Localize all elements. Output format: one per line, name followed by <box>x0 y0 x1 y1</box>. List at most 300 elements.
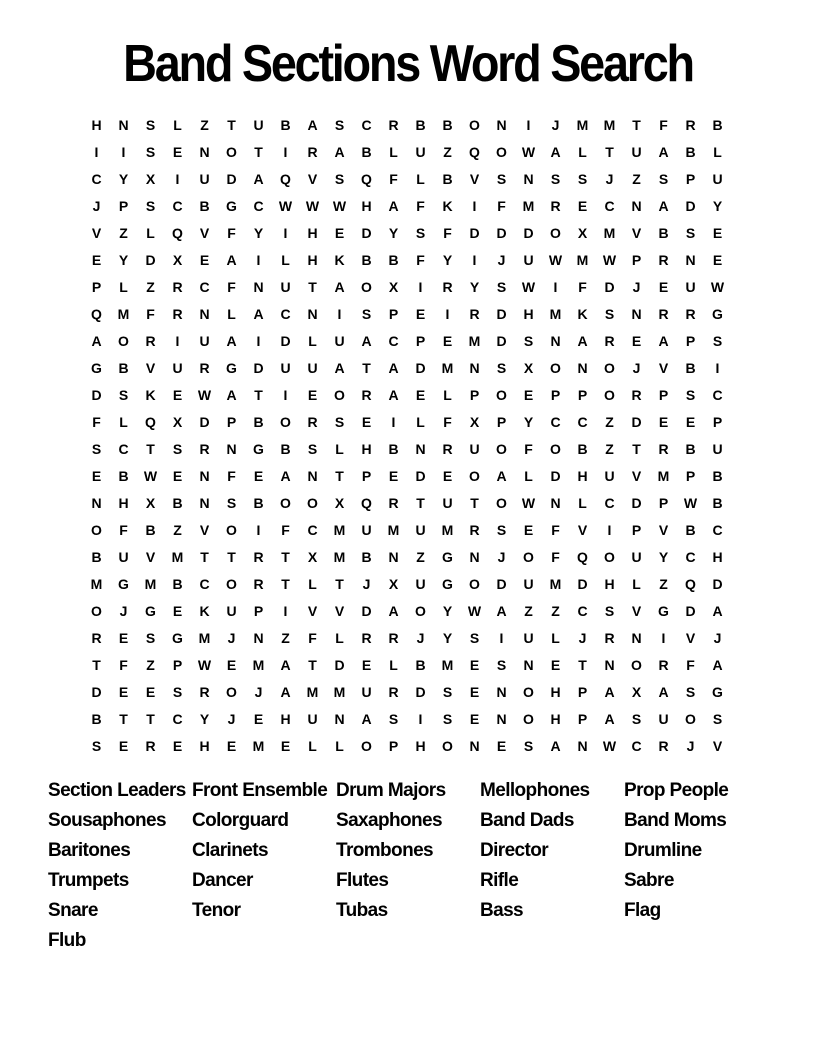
grid-letter[interactable]: J <box>119 602 128 619</box>
grid-letter[interactable]: E <box>469 710 480 727</box>
grid-letter[interactable]: Y <box>199 710 210 727</box>
grid-letter[interactable]: E <box>253 467 264 484</box>
grid-letter[interactable]: Q <box>577 548 588 565</box>
grid-letter[interactable]: S <box>415 224 426 241</box>
grid-letter[interactable]: X <box>577 224 588 241</box>
grid-letter[interactable]: F <box>416 251 425 268</box>
grid-letter[interactable]: O <box>280 494 291 511</box>
grid-letter[interactable]: S <box>712 332 723 349</box>
grid-letter[interactable]: Y <box>442 251 453 268</box>
grid-letter[interactable]: P <box>658 494 669 511</box>
grid-letter[interactable]: U <box>631 548 642 565</box>
grid-letter[interactable]: U <box>415 575 426 592</box>
grid-letter[interactable]: C <box>604 494 615 511</box>
grid-letter[interactable]: R <box>604 332 615 349</box>
grid-letter[interactable]: O <box>118 332 129 349</box>
grid-letter[interactable]: B <box>712 116 723 133</box>
grid-letter[interactable]: L <box>308 737 317 754</box>
grid-letter[interactable]: Z <box>551 602 560 619</box>
grid-letter[interactable]: A <box>91 332 102 349</box>
grid-letter[interactable]: T <box>308 278 317 295</box>
grid-letter[interactable]: E <box>280 737 291 754</box>
grid-letter[interactable]: P <box>118 197 129 214</box>
grid-letter[interactable]: N <box>199 494 210 511</box>
grid-letter[interactable]: G <box>712 683 723 700</box>
grid-letter[interactable]: J <box>686 737 695 754</box>
grid-letter[interactable]: A <box>577 332 588 349</box>
grid-letter[interactable]: S <box>712 710 723 727</box>
grid-letter[interactable]: U <box>712 170 723 187</box>
grid-letter[interactable]: X <box>307 548 318 565</box>
grid-letter[interactable]: T <box>92 656 101 673</box>
grid-letter[interactable]: L <box>119 413 128 430</box>
grid-letter[interactable]: P <box>631 251 642 268</box>
grid-letter[interactable]: I <box>445 305 450 322</box>
grid-letter[interactable]: P <box>685 467 696 484</box>
grid-letter[interactable]: D <box>496 575 507 592</box>
grid-letter[interactable]: G <box>442 548 453 565</box>
grid-letter[interactable]: S <box>226 494 237 511</box>
grid-letter[interactable]: V <box>685 629 696 646</box>
grid-letter[interactable]: C <box>577 413 588 430</box>
grid-letter[interactable]: U <box>604 467 615 484</box>
grid-letter[interactable]: P <box>253 602 264 619</box>
grid-letter[interactable]: T <box>254 143 263 160</box>
grid-letter[interactable]: H <box>415 737 426 754</box>
grid-letter[interactable]: L <box>578 494 587 511</box>
grid-letter[interactable]: O <box>550 224 561 241</box>
grid-letter[interactable]: E <box>469 656 480 673</box>
grid-letter[interactable]: T <box>335 575 344 592</box>
grid-letter[interactable]: H <box>361 197 372 214</box>
grid-letter[interactable]: D <box>496 305 507 322</box>
grid-letter[interactable]: F <box>551 521 560 538</box>
grid-letter[interactable]: C <box>631 737 642 754</box>
grid-letter[interactable]: E <box>658 278 669 295</box>
grid-letter[interactable]: B <box>685 143 696 160</box>
grid-letter[interactable]: P <box>388 305 399 322</box>
grid-letter[interactable]: D <box>712 575 723 592</box>
grid-letter[interactable]: R <box>550 197 561 214</box>
grid-letter[interactable]: O <box>604 548 615 565</box>
grid-letter[interactable]: T <box>227 548 236 565</box>
grid-letter[interactable]: V <box>307 602 318 619</box>
grid-letter[interactable]: G <box>658 602 669 619</box>
grid-letter[interactable]: U <box>199 332 210 349</box>
grid-letter[interactable]: R <box>361 629 372 646</box>
grid-letter[interactable]: H <box>712 548 723 565</box>
grid-letter[interactable]: A <box>550 143 561 160</box>
grid-letter[interactable]: T <box>470 494 479 511</box>
grid-letter[interactable]: U <box>280 278 291 295</box>
grid-letter[interactable]: E <box>415 305 426 322</box>
grid-letter[interactable]: Y <box>442 602 453 619</box>
grid-letter[interactable]: A <box>307 116 318 133</box>
grid-letter[interactable]: V <box>712 737 723 754</box>
grid-letter[interactable]: T <box>335 467 344 484</box>
grid-letter[interactable]: Z <box>173 521 182 538</box>
grid-letter[interactable]: U <box>442 494 453 511</box>
grid-letter[interactable]: E <box>199 251 210 268</box>
grid-letter[interactable]: B <box>658 224 669 241</box>
grid-letter[interactable]: X <box>145 170 156 187</box>
grid-letter[interactable]: F <box>119 656 128 673</box>
grid-letter[interactable]: O <box>442 737 453 754</box>
grid-letter[interactable]: O <box>226 143 237 160</box>
grid-letter[interactable]: S <box>145 629 156 646</box>
grid-letter[interactable]: C <box>577 602 588 619</box>
grid-letter[interactable]: M <box>549 305 562 322</box>
grid-letter[interactable]: A <box>388 602 399 619</box>
grid-letter[interactable]: A <box>550 737 561 754</box>
grid-letter[interactable]: A <box>226 332 237 349</box>
grid-letter[interactable]: B <box>685 521 696 538</box>
grid-letter[interactable]: T <box>416 494 425 511</box>
grid-letter[interactable]: U <box>172 359 183 376</box>
grid-letter[interactable]: E <box>685 413 696 430</box>
grid-letter[interactable]: M <box>441 521 454 538</box>
grid-letter[interactable]: R <box>388 116 399 133</box>
grid-letter[interactable]: U <box>118 548 129 565</box>
grid-letter[interactable]: B <box>388 440 399 457</box>
grid-letter[interactable]: D <box>280 332 291 349</box>
grid-letter[interactable]: O <box>550 440 561 457</box>
grid-letter[interactable]: M <box>306 683 319 700</box>
grid-letter[interactable]: S <box>91 440 102 457</box>
grid-letter[interactable]: E <box>172 143 183 160</box>
grid-letter[interactable]: R <box>658 251 669 268</box>
grid-letter[interactable]: S <box>523 737 534 754</box>
grid-letter[interactable]: U <box>523 629 534 646</box>
grid-letter[interactable]: F <box>443 413 452 430</box>
grid-letter[interactable]: M <box>576 251 589 268</box>
grid-letter[interactable]: N <box>199 467 210 484</box>
grid-letter[interactable]: W <box>548 251 563 268</box>
grid-letter[interactable]: N <box>631 305 642 322</box>
grid-letter[interactable]: A <box>388 197 399 214</box>
grid-letter[interactable]: H <box>91 116 102 133</box>
grid-letter[interactable]: E <box>172 737 183 754</box>
grid-letter[interactable]: U <box>523 575 534 592</box>
grid-letter[interactable]: P <box>226 413 237 430</box>
grid-letter[interactable]: L <box>335 440 344 457</box>
grid-letter[interactable]: S <box>172 683 183 700</box>
grid-letter[interactable]: M <box>603 116 616 133</box>
grid-letter[interactable]: R <box>442 278 453 295</box>
grid-letter[interactable]: R <box>388 683 399 700</box>
grid-letter[interactable]: B <box>172 494 183 511</box>
grid-letter[interactable]: I <box>607 521 612 538</box>
grid-letter[interactable]: A <box>658 143 669 160</box>
grid-letter[interactable]: R <box>388 494 399 511</box>
grid-letter[interactable]: C <box>685 548 696 565</box>
grid-letter[interactable]: E <box>631 332 642 349</box>
grid-letter[interactable]: P <box>712 413 723 430</box>
grid-letter[interactable]: S <box>658 170 669 187</box>
grid-letter[interactable]: E <box>523 386 534 403</box>
grid-letter[interactable]: O <box>496 440 507 457</box>
grid-letter[interactable]: N <box>469 548 480 565</box>
grid-letter[interactable]: U <box>199 170 210 187</box>
grid-letter[interactable]: S <box>550 170 561 187</box>
grid-letter[interactable]: D <box>226 170 237 187</box>
grid-letter[interactable]: B <box>118 359 129 376</box>
grid-letter[interactable]: R <box>685 116 696 133</box>
grid-letter[interactable]: E <box>712 251 723 268</box>
grid-letter[interactable]: A <box>658 332 669 349</box>
grid-letter[interactable]: B <box>172 575 183 592</box>
grid-letter[interactable]: V <box>334 602 345 619</box>
grid-letter[interactable]: F <box>497 197 506 214</box>
grid-letter[interactable]: T <box>254 386 263 403</box>
grid-letter[interactable]: A <box>334 278 345 295</box>
grid-letter[interactable]: S <box>496 521 507 538</box>
grid-letter[interactable]: E <box>172 467 183 484</box>
grid-letter[interactable]: W <box>197 656 212 673</box>
grid-letter[interactable]: B <box>280 116 291 133</box>
grid-letter[interactable]: E <box>91 251 102 268</box>
grid-letter[interactable]: L <box>146 224 155 241</box>
grid-letter[interactable]: N <box>307 305 318 322</box>
grid-letter[interactable]: J <box>497 548 506 565</box>
grid-letter[interactable]: E <box>361 413 372 430</box>
grid-letter[interactable]: J <box>254 683 263 700</box>
grid-letter[interactable]: K <box>577 305 588 322</box>
grid-letter[interactable]: F <box>524 440 533 457</box>
grid-letter[interactable]: X <box>145 494 156 511</box>
grid-letter[interactable]: T <box>200 548 209 565</box>
grid-letter[interactable]: I <box>175 170 180 187</box>
grid-letter[interactable]: T <box>119 710 128 727</box>
grid-letter[interactable]: A <box>226 251 237 268</box>
grid-letter[interactable]: J <box>497 251 506 268</box>
grid-letter[interactable]: I <box>283 602 288 619</box>
grid-letter[interactable]: O <box>496 386 507 403</box>
grid-letter[interactable]: R <box>658 656 669 673</box>
grid-letter[interactable]: L <box>281 251 290 268</box>
grid-letter[interactable]: D <box>523 224 534 241</box>
grid-letter[interactable]: U <box>658 710 669 727</box>
grid-letter[interactable]: V <box>145 359 156 376</box>
grid-letter[interactable]: Q <box>361 494 372 511</box>
grid-letter[interactable]: O <box>91 521 102 538</box>
grid-letter[interactable]: O <box>361 737 372 754</box>
grid-letter[interactable]: E <box>496 737 507 754</box>
grid-letter[interactable]: O <box>604 386 615 403</box>
grid-letter[interactable]: W <box>197 386 212 403</box>
grid-letter[interactable]: D <box>496 332 507 349</box>
grid-letter[interactable]: E <box>118 683 129 700</box>
grid-letter[interactable]: C <box>253 197 264 214</box>
grid-letter[interactable]: W <box>602 737 617 754</box>
grid-letter[interactable]: C <box>712 386 723 403</box>
grid-letter[interactable]: A <box>280 467 291 484</box>
grid-letter[interactable]: S <box>442 683 453 700</box>
grid-letter[interactable]: L <box>335 629 344 646</box>
grid-letter[interactable]: S <box>172 440 183 457</box>
grid-letter[interactable]: D <box>415 683 426 700</box>
grid-letter[interactable]: A <box>712 656 723 673</box>
grid-letter[interactable]: U <box>280 359 291 376</box>
grid-letter[interactable]: L <box>389 656 398 673</box>
grid-letter[interactable]: Y <box>118 170 129 187</box>
grid-letter[interactable]: I <box>553 278 558 295</box>
grid-letter[interactable]: I <box>472 251 477 268</box>
grid-letter[interactable]: B <box>712 467 723 484</box>
grid-letter[interactable]: X <box>388 278 399 295</box>
grid-letter[interactable]: Y <box>442 629 453 646</box>
grid-letter[interactable]: Z <box>281 629 290 646</box>
grid-letter[interactable]: N <box>334 710 345 727</box>
grid-letter[interactable]: A <box>253 305 264 322</box>
grid-letter[interactable]: Z <box>605 413 614 430</box>
grid-letter[interactable]: N <box>550 494 561 511</box>
grid-letter[interactable]: W <box>683 494 698 511</box>
grid-letter[interactable]: I <box>175 332 180 349</box>
grid-letter[interactable]: B <box>415 656 426 673</box>
grid-letter[interactable]: G <box>253 440 264 457</box>
grid-letter[interactable]: M <box>333 548 346 565</box>
grid-letter[interactable]: N <box>523 656 534 673</box>
grid-letter[interactable]: S <box>388 710 399 727</box>
grid-letter[interactable]: E <box>658 413 669 430</box>
grid-letter[interactable]: B <box>442 170 453 187</box>
grid-letter[interactable]: N <box>118 116 129 133</box>
grid-letter[interactable]: W <box>521 278 536 295</box>
grid-letter[interactable]: S <box>469 629 480 646</box>
grid-letter[interactable]: O <box>334 386 345 403</box>
grid-letter[interactable]: S <box>496 656 507 673</box>
grid-letter[interactable]: P <box>631 521 642 538</box>
grid-letter[interactable]: E <box>577 197 588 214</box>
grid-letter[interactable]: L <box>632 575 641 592</box>
grid-letter[interactable]: A <box>658 683 669 700</box>
grid-letter[interactable]: N <box>496 683 507 700</box>
grid-letter[interactable]: Y <box>253 224 264 241</box>
grid-letter[interactable]: I <box>526 116 531 133</box>
grid-letter[interactable]: E <box>172 602 183 619</box>
grid-letter[interactable]: S <box>577 170 588 187</box>
grid-letter[interactable]: N <box>523 170 534 187</box>
grid-letter[interactable]: I <box>256 521 261 538</box>
grid-letter[interactable]: U <box>361 683 372 700</box>
grid-letter[interactable]: S <box>685 683 696 700</box>
grid-letter[interactable]: O <box>631 656 642 673</box>
grid-letter[interactable]: X <box>334 494 345 511</box>
grid-letter[interactable]: I <box>418 278 423 295</box>
grid-letter[interactable]: I <box>121 143 126 160</box>
grid-letter[interactable]: T <box>281 548 290 565</box>
grid-letter[interactable]: Y <box>523 413 534 430</box>
grid-letter[interactable]: U <box>361 521 372 538</box>
grid-letter[interactable]: Q <box>685 575 696 592</box>
grid-letter[interactable]: V <box>199 521 210 538</box>
grid-letter[interactable]: S <box>496 359 507 376</box>
grid-letter[interactable]: D <box>199 413 210 430</box>
grid-letter[interactable]: A <box>496 467 507 484</box>
grid-letter[interactable]: O <box>685 710 696 727</box>
grid-letter[interactable]: I <box>499 629 504 646</box>
grid-letter[interactable]: M <box>576 116 589 133</box>
grid-letter[interactable]: B <box>685 359 696 376</box>
grid-letter[interactable]: M <box>333 521 346 538</box>
grid-letter[interactable]: W <box>467 602 482 619</box>
grid-letter[interactable]: B <box>361 548 372 565</box>
grid-letter[interactable]: Z <box>119 224 128 241</box>
grid-letter[interactable]: A <box>253 170 264 187</box>
grid-letter[interactable]: L <box>173 116 182 133</box>
grid-letter[interactable]: R <box>145 332 156 349</box>
grid-letter[interactable]: Z <box>632 170 641 187</box>
grid-letter[interactable]: O <box>523 710 534 727</box>
grid-letter[interactable]: H <box>118 494 129 511</box>
grid-letter[interactable]: D <box>631 413 642 430</box>
grid-letter[interactable]: J <box>713 629 722 646</box>
grid-letter[interactable]: R <box>253 575 264 592</box>
grid-letter[interactable]: F <box>389 170 398 187</box>
grid-letter[interactable]: G <box>226 197 237 214</box>
grid-letter[interactable]: H <box>307 251 318 268</box>
grid-letter[interactable]: R <box>199 440 210 457</box>
grid-letter[interactable]: S <box>361 305 372 322</box>
grid-letter[interactable]: L <box>335 737 344 754</box>
grid-letter[interactable]: O <box>523 548 534 565</box>
grid-letter[interactable]: B <box>415 116 426 133</box>
grid-letter[interactable]: D <box>91 683 102 700</box>
grid-letter[interactable]: R <box>253 548 264 565</box>
grid-letter[interactable]: K <box>199 602 210 619</box>
grid-letter[interactable]: G <box>145 602 156 619</box>
grid-letter[interactable]: R <box>199 683 210 700</box>
grid-letter[interactable]: W <box>602 251 617 268</box>
grid-letter[interactable]: H <box>550 710 561 727</box>
grid-letter[interactable]: L <box>119 278 128 295</box>
grid-letter[interactable]: P <box>577 386 588 403</box>
grid-letter[interactable]: G <box>442 575 453 592</box>
grid-letter[interactable]: D <box>550 467 561 484</box>
grid-letter[interactable]: F <box>119 521 128 538</box>
grid-letter[interactable]: M <box>603 224 616 241</box>
grid-letter[interactable]: Z <box>416 548 425 565</box>
grid-letter[interactable]: R <box>172 305 183 322</box>
grid-letter[interactable]: H <box>577 467 588 484</box>
grid-letter[interactable]: F <box>281 521 290 538</box>
grid-letter[interactable]: E <box>469 683 480 700</box>
grid-letter[interactable]: W <box>278 197 293 214</box>
grid-letter[interactable]: M <box>117 305 130 322</box>
grid-letter[interactable]: B <box>442 116 453 133</box>
grid-letter[interactable]: E <box>91 467 102 484</box>
grid-letter[interactable]: O <box>604 359 615 376</box>
grid-letter[interactable]: N <box>631 197 642 214</box>
grid-letter[interactable]: O <box>226 521 237 538</box>
grid-letter[interactable]: V <box>631 224 642 241</box>
grid-letter[interactable]: R <box>658 305 669 322</box>
grid-letter[interactable]: S <box>334 116 345 133</box>
grid-letter[interactable]: D <box>496 224 507 241</box>
grid-letter[interactable]: R <box>469 521 480 538</box>
grid-letter[interactable]: N <box>496 710 507 727</box>
grid-letter[interactable]: Z <box>146 656 155 673</box>
grid-letter[interactable]: T <box>632 116 641 133</box>
grid-letter[interactable]: C <box>604 197 615 214</box>
grid-letter[interactable]: F <box>416 197 425 214</box>
grid-letter[interactable]: S <box>496 278 507 295</box>
grid-letter[interactable]: B <box>361 251 372 268</box>
grid-letter[interactable]: I <box>94 143 99 160</box>
grid-letter[interactable]: M <box>549 575 562 592</box>
grid-letter[interactable]: J <box>362 575 371 592</box>
